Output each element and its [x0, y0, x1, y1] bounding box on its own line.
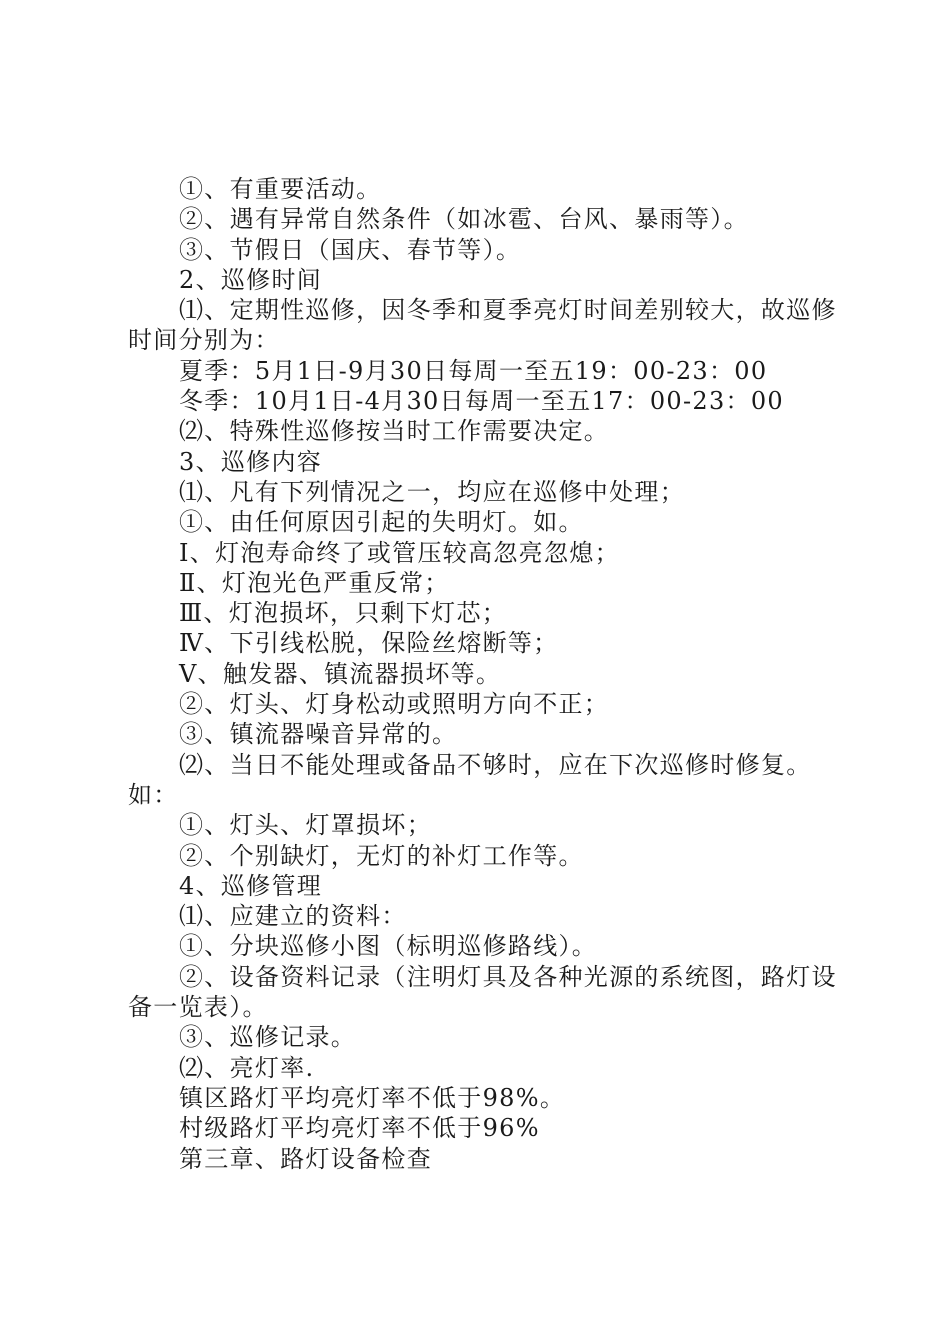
item-equipment-records: ②、设备资料记录（注明灯具及各种光源的系统图，路灯设备一览表）。 — [128, 962, 837, 1022]
section-heading-patrol-time: 2、巡修时间 — [179, 265, 323, 294]
paragraph-next-patrol-repair: ⑵、当日不能处理或备品不够时，应在下次巡修时修复。如： — [128, 750, 812, 809]
paragraph-town-lighting-rate: 镇区路灯平均亮灯率不低于98%。 — [179, 1083, 566, 1112]
item-missing-lamps: ②、个别缺灯，无灯的补灯工作等。 — [179, 841, 584, 870]
section-heading-patrol-content: 3、巡修内容 — [179, 447, 323, 476]
item-roman-5: Ⅴ、触发器、镇流器损坏等。 — [179, 659, 502, 688]
item-roman-3: Ⅲ、灯泡损坏，只剩下灯芯； — [179, 599, 508, 628]
paragraph-village-lighting-rate: 村级路灯平均亮灯率不低于96% — [179, 1114, 540, 1143]
item-important-activity: ①、有重要活动。 — [179, 175, 382, 203]
paragraph-handle-cases: ⑴、凡有下列情况之一，均应在巡修中处理； — [179, 477, 685, 506]
item-holidays: ③、节假日（国庆、春节等）。 — [179, 235, 522, 264]
paragraph-winter-schedule: 冬季：10月1日-4月30日每周一至五17：00-23：00 — [179, 387, 784, 416]
item-ballast-noise: ③、镇流器噪音异常的。 — [179, 720, 458, 749]
item-lamp-cover-damage: ①、灯头、灯罩损坏； — [179, 811, 432, 840]
item-roman-2: Ⅱ、灯泡光色严重反常； — [179, 568, 450, 597]
item-patrol-map: ①、分块巡修小图（标明巡修路线）。 — [179, 932, 598, 961]
paragraph-lighting-rate: ⑵、亮灯率. — [179, 1053, 315, 1082]
item-roman-1: Ⅰ、灯泡寿命终了或管压较高忽亮忽熄； — [179, 538, 620, 567]
paragraph-special-patrol: ⑵、特殊性巡修按当时工作需要决定。 — [179, 417, 610, 446]
item-abnormal-weather: ②、遇有异常自然条件（如冰雹、台风、暴雨等）。 — [179, 205, 749, 234]
chapter-heading-equipment-inspection: 第三章、路灯设备检查 — [179, 1144, 432, 1173]
item-patrol-log: ③、巡修记录。 — [179, 1023, 357, 1052]
paragraph-records-required: ⑴、应建立的资料： — [179, 902, 407, 931]
section-heading-patrol-management: 4、巡修管理 — [179, 871, 323, 900]
item-roman-4: Ⅳ、下引线松脱，保险丝熔断等； — [179, 629, 559, 658]
paragraph-periodic-patrol: ⑴、定期性巡修，因冬季和夏季亮灯时间差别较大，故巡修时间分别为： — [128, 296, 837, 355]
paragraph-summer-schedule: 夏季：5月1日-9月30日每周一至五19：00-23：00 — [179, 356, 768, 385]
item-failed-lamps: ①、由任何原因引起的失明灯。如。 — [179, 508, 584, 537]
item-loose-lamp-head: ②、灯头、灯身松动或照明方向不正； — [179, 690, 610, 719]
document-body — [128, 174, 840, 1174]
